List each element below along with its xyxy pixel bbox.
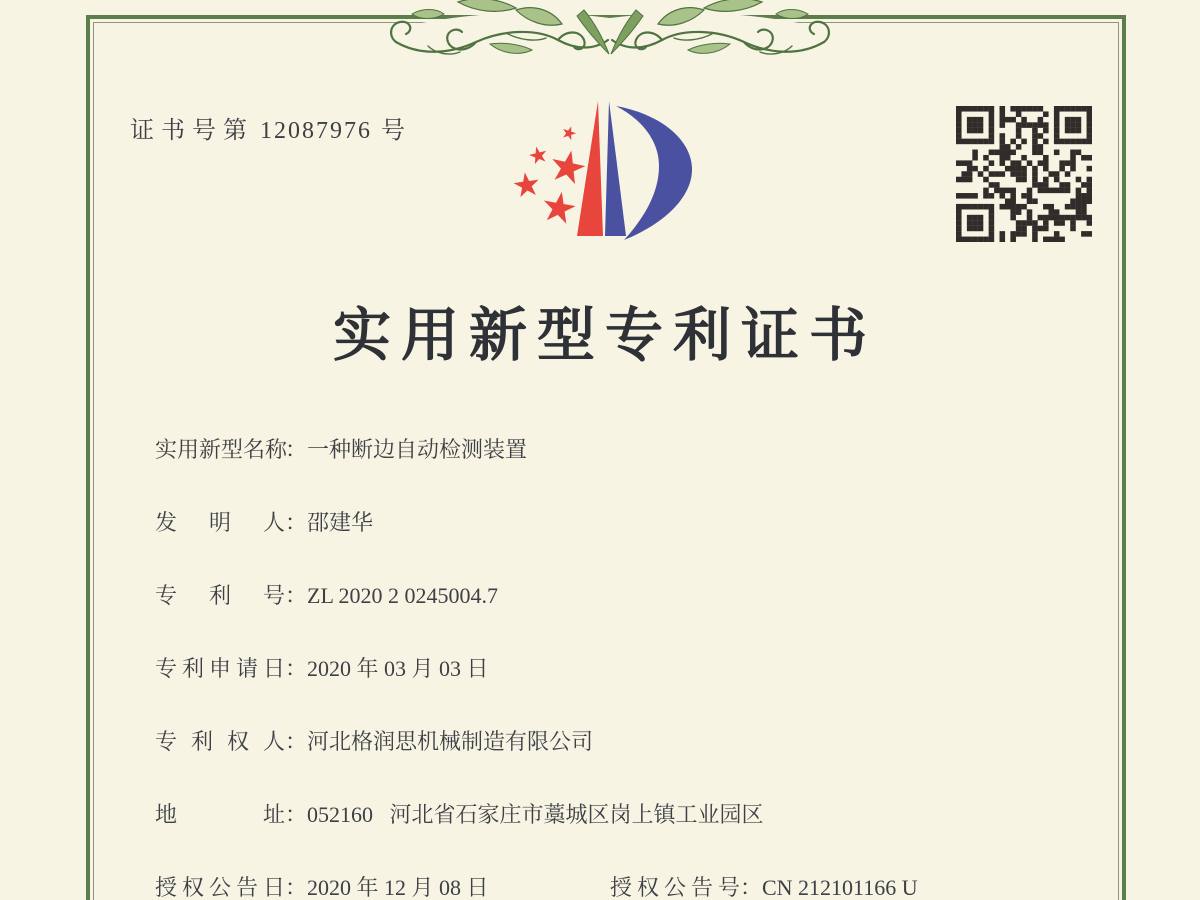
field-colon: ：	[285, 875, 308, 900]
field-row-patent-number	[155, 582, 1145, 609]
field-row-address	[155, 801, 1145, 828]
field-colon: ：	[740, 875, 763, 900]
qr-code	[956, 106, 1092, 242]
field-label: 地址	[155, 802, 285, 827]
field-label: 专利申请日	[155, 656, 285, 681]
certificate-fields	[155, 436, 1145, 900]
field-value: 2020 年 12 月 08 日	[307, 875, 489, 900]
certificate-number	[130, 110, 405, 145]
logo-blue-spike	[605, 101, 626, 236]
field-colon: ：	[285, 656, 308, 681]
logo-p-bowl	[616, 106, 692, 240]
field-colon: ：	[285, 583, 308, 608]
field-value: 052160 河北省石家庄市藁城区岗上镇工业园区	[307, 802, 764, 827]
star-icon	[537, 185, 581, 233]
field-label: 专利权人	[155, 729, 285, 754]
field-colon: ：	[285, 510, 308, 535]
field-row-inventor	[155, 509, 1145, 536]
field-colon: ：	[285, 729, 308, 754]
field-value: 邵建华	[307, 510, 374, 535]
field-label: 授权公告号	[610, 875, 740, 900]
field-value: 2020 年 03 月 03 日	[307, 656, 489, 681]
certificate-number-prefix: 证书号第	[130, 118, 254, 144]
field-value: CN 212101166 U	[762, 875, 918, 900]
certificate-title: 实用新型专利证书	[332, 303, 877, 368]
field-row-grant-number	[610, 874, 918, 900]
field-colon: ：	[285, 802, 308, 827]
star-icon	[510, 168, 544, 205]
field-row-patentee	[155, 728, 1145, 755]
certificate-number-value: 12087976	[260, 118, 372, 144]
field-value: 一种断边自动检测装置	[307, 437, 528, 462]
field-value: 河北格润思机械制造有限公司	[307, 729, 594, 754]
field-label: 授权公告日	[155, 875, 285, 900]
field-label: 实用新型名称	[155, 437, 288, 462]
field-row-grant-date	[155, 874, 1145, 900]
certificate-number-suffix: 号	[381, 118, 405, 144]
top-ornament-icon	[388, 0, 832, 58]
field-row-utility-model-name	[155, 436, 1145, 463]
field-colon: ：	[285, 437, 308, 462]
cnipa-logo-icon	[514, 84, 709, 246]
field-value: ZL 2020 2 0245004.7	[307, 583, 499, 608]
field-row-filing-date	[155, 655, 1145, 682]
field-label: 专利号	[155, 583, 285, 608]
field-label: 发明人	[155, 510, 285, 535]
